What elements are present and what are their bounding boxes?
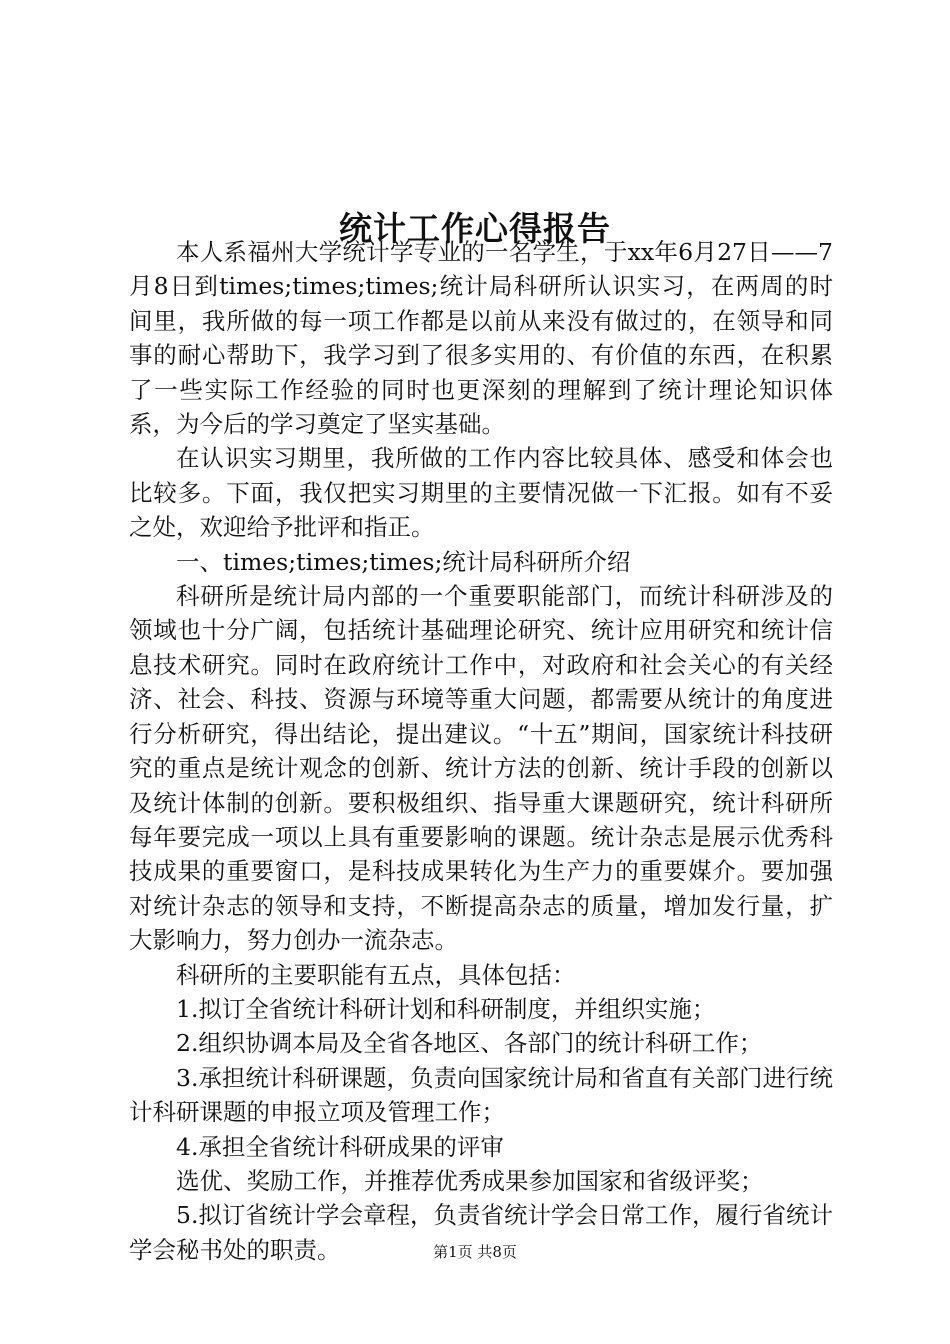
section-heading: 一、times;times;times;统计局科研所介绍: [176, 547, 631, 576]
document-title: 统计工作心得报告: [339, 209, 611, 249]
page-footer: 第1页 共8页: [433, 1243, 517, 1261]
paragraph: 科研所是统计局内部的一个重要职能部门，而统计科研涉及的领域也十分广阔，包括统计基础理论研究、统计应用研究和统计信息技术研究。同时在政府统计工作中，对政府和社会关心的有关经济、社会、科技、资源与环境等重大问题，都需要从统计的角度进行分析研究，得出结论，提出建议。“十五”期间，国家统计科技研究的重点是统计观念的创新、统计方法的创新、统计手段的创新以及统计体制的创新。要积极组织、指导重大课题研究，统计科研所每年要完成一项以上具有重要影响的课题。统计杂志是展示优秀科技成果的重要窗口，是科技成果转化为生产力的重要媒介。要加强对统计杂志的领导和支持，不断提高杂志的质量，增加发行量，扩大影响力，努力创办一流杂志。: [129, 582, 833, 955]
paragraph: 选优、奖励工作，并推荐优秀成果参加国家和省级评奖；: [176, 1166, 764, 1195]
list-item: 2.组织协调本局及全省各地区、各部门的统计科研工作；: [176, 1029, 763, 1058]
document-body: [129, 235, 833, 1267]
paragraph: 在认识实习期里，我所做的工作内容比较具体、感受和体会也比较多。下面，我仅把实习期里的主要情况做一下汇报。如有不妥之处，欢迎给予批评和指正。: [129, 444, 833, 542]
list-item: 5.拟订省统计学会章程，负责省统计学会日常工作，履行省统计学会秘书处的职责。: [129, 1201, 833, 1264]
paragraph: 科研所的主要职能有五点，具体包括：: [176, 960, 576, 989]
paragraph: 本人系福州大学统计学专业的一名学生，于xx年6月27日——7月8日到times;times;times;统计局科研所认识实习，在两周的时间里，我所做的每一项工作都是以前从来没有做过的，在领导和同事的耐心帮助下，我学习到了很多实用的、有价值的东西，在积累了一些实际工作经验的同时也更深刻的理解到了统计理论知识体系，为今后的学习奠定了坚实基础。: [129, 238, 833, 439]
list-item: 1.拟订全省统计科研计划和科研制度，并组织实施；: [176, 994, 716, 1023]
list-item: 3.承担统计科研课题，负责向国家统计局和省直有关部门进行统计科研课题的申报立项及管理工作；: [129, 1063, 833, 1127]
list-item: 4.承担全省统计科研成果的评审: [176, 1132, 504, 1161]
